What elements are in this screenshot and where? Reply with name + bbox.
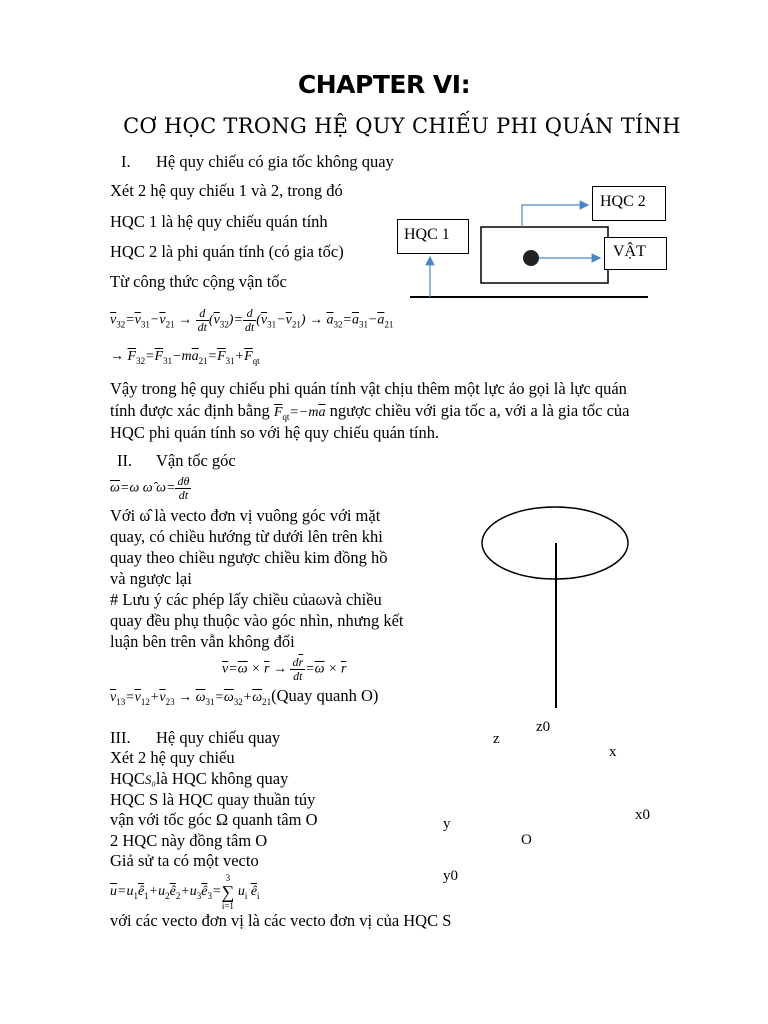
section2-line-1: Với ω̂ là vecto đơn vị vuông góc với mặt	[110, 506, 381, 525]
vat-label: VẬT	[613, 243, 646, 260]
section1-line-2: HQC 1 là hệ quy chiếu quán tính	[110, 212, 328, 231]
axis-label-x0: x0	[635, 807, 650, 823]
section1-conclusion-3: HQC phi quán tính so với hệ quy chiếu quán tính.	[110, 423, 440, 442]
section1-line-4: Từ công thức cộng vận tốc	[110, 272, 287, 291]
conclusion-text-b: ngược chiều với gia tốc a, với a là gia tốc của	[329, 401, 630, 420]
hqc2-arrow	[522, 205, 588, 227]
equation-vector-decomposition: $\overline{u}=u_1\overline{ê}_1+u_2\overline{ê}_2+u_3\overline{ê}_3=$ 3 ∑ i=1 $u_i$ $\overline{ê}_i$	[110, 873, 260, 911]
section3-line-7: với các vecto đơn vị là các vecto đơn vị của HQC S	[110, 911, 452, 930]
section2-line-2: quay, có chiều hướng từ dưới lên trên khi	[110, 527, 383, 546]
equation-angular-velocity: $\overline{\omega}=\omega$ ω̂ ω= $\frac{d\theta}{dt}$	[110, 474, 190, 502]
axis-label-z0: z0	[536, 719, 551, 735]
section1-number: I.	[121, 152, 131, 171]
section2-number: II.	[117, 451, 133, 470]
chapter-title: CHAPTER VI:	[297, 70, 471, 99]
section3-heading: Hệ quy chiếu quay	[156, 728, 281, 747]
section3-line-3: HQC S là HQC quay thuần túy	[110, 790, 316, 809]
section2-line-5: # Lưu ý các phép lấy chiều củaωvà chiều	[110, 590, 382, 609]
equation-suffix: (Quay quanh O)	[271, 686, 379, 705]
hqc-text: HQC	[110, 769, 145, 788]
equation-linear-velocity: $\overline{v}=\overline{\omega} \times \overline{r}$ → $\frac{d\overline{r}}{dt}$ $=\overline{\omega} \times \overline{r}$	[222, 655, 347, 683]
s0-symbol: S₀	[144, 772, 156, 787]
equation-force: → $\overline{F}_{32}=\overline{F}_{31}-m\overline{a}_{21}=\overline{F}_{31}+\overline{F}_{qt}$	[110, 349, 260, 366]
section3-line-6: Giả sử ta có một vecto	[110, 851, 259, 870]
section3-line-5: 2 HQC này đồng tâm O	[110, 831, 268, 850]
axis-label-y: y	[443, 816, 451, 832]
section1-conclusion-1: Vậy trong hệ quy chiếu phi quán tính vật chịu thêm một lực ảo gọi là lực quán	[110, 379, 627, 398]
section2-line-4: và ngược lại	[110, 569, 192, 588]
chapter-subtitle: CƠ HỌC TRONG HỆ QUY CHIẾU PHI QUÁN TÍNH	[123, 114, 681, 138]
object-dot	[523, 250, 539, 266]
section1-heading: Hệ quy chiếu có gia tốc không quay	[156, 152, 394, 171]
hqc1-label: HQC 1	[404, 226, 450, 243]
inertial-force-formula: $\overline{F}_{qt}=-m\overline{a}$	[273, 405, 326, 422]
section1-line-3: HQC 2 là phi quán tính (có gia tốc)	[110, 242, 344, 261]
section3-line-2	[110, 769, 288, 790]
axis-label-x: x	[609, 744, 617, 760]
equation-velocity-addition: $\overline{v}_{32}=\overline{v}_{31}-\overline{v}_{21}$ → $\frac{d}{dt}$ $(\overline{v}_{32})=$ $\frac{d}{dt}$ $(\overline{v}_{31}-\overline{v}_{21}) \to \overline{a}_{32}=\overline{a}_{31}-\overline{a}_{21}$	[110, 306, 394, 334]
conclusion-text-a: tính được xác định bằng	[110, 401, 270, 420]
section2-heading: Vận tốc góc	[156, 451, 236, 470]
section2-line-6: quay đều phụ thuộc vào góc nhìn, nhưng kết	[110, 611, 404, 630]
non-rotating-text: là HQC không quay	[155, 769, 289, 788]
axis-label-y0: y0	[443, 868, 458, 884]
hqc2-label: HQC 2	[600, 193, 646, 210]
axis-label-origin: O	[521, 832, 532, 848]
section3-line-4: vận với tốc góc Ω quanh tâm O	[110, 810, 318, 829]
section3-number: III.	[110, 728, 131, 747]
section2-line-7: luận bên trên vẫn không đổi	[110, 632, 295, 651]
section2-line-3: quay theo chiều ngược chiều kim đồng hồ	[110, 548, 388, 567]
moving-frame-box	[481, 227, 608, 283]
section3-line-1: Xét 2 hệ quy chiếu	[110, 748, 235, 767]
section1-line-1: Xét 2 hệ quy chiếu 1 và 2, trong đó	[110, 181, 343, 200]
axis-label-z: z	[493, 731, 500, 747]
equation-velocity-composition: $\overline{v}_{13}=\overline{v}_{12}+\overline{v}_{23}$ → $\overline{\omega}_{31}=\overline{\omega}_{32}+\overline{\omega}_{21}(Quay$ quanh O)	[110, 686, 379, 707]
